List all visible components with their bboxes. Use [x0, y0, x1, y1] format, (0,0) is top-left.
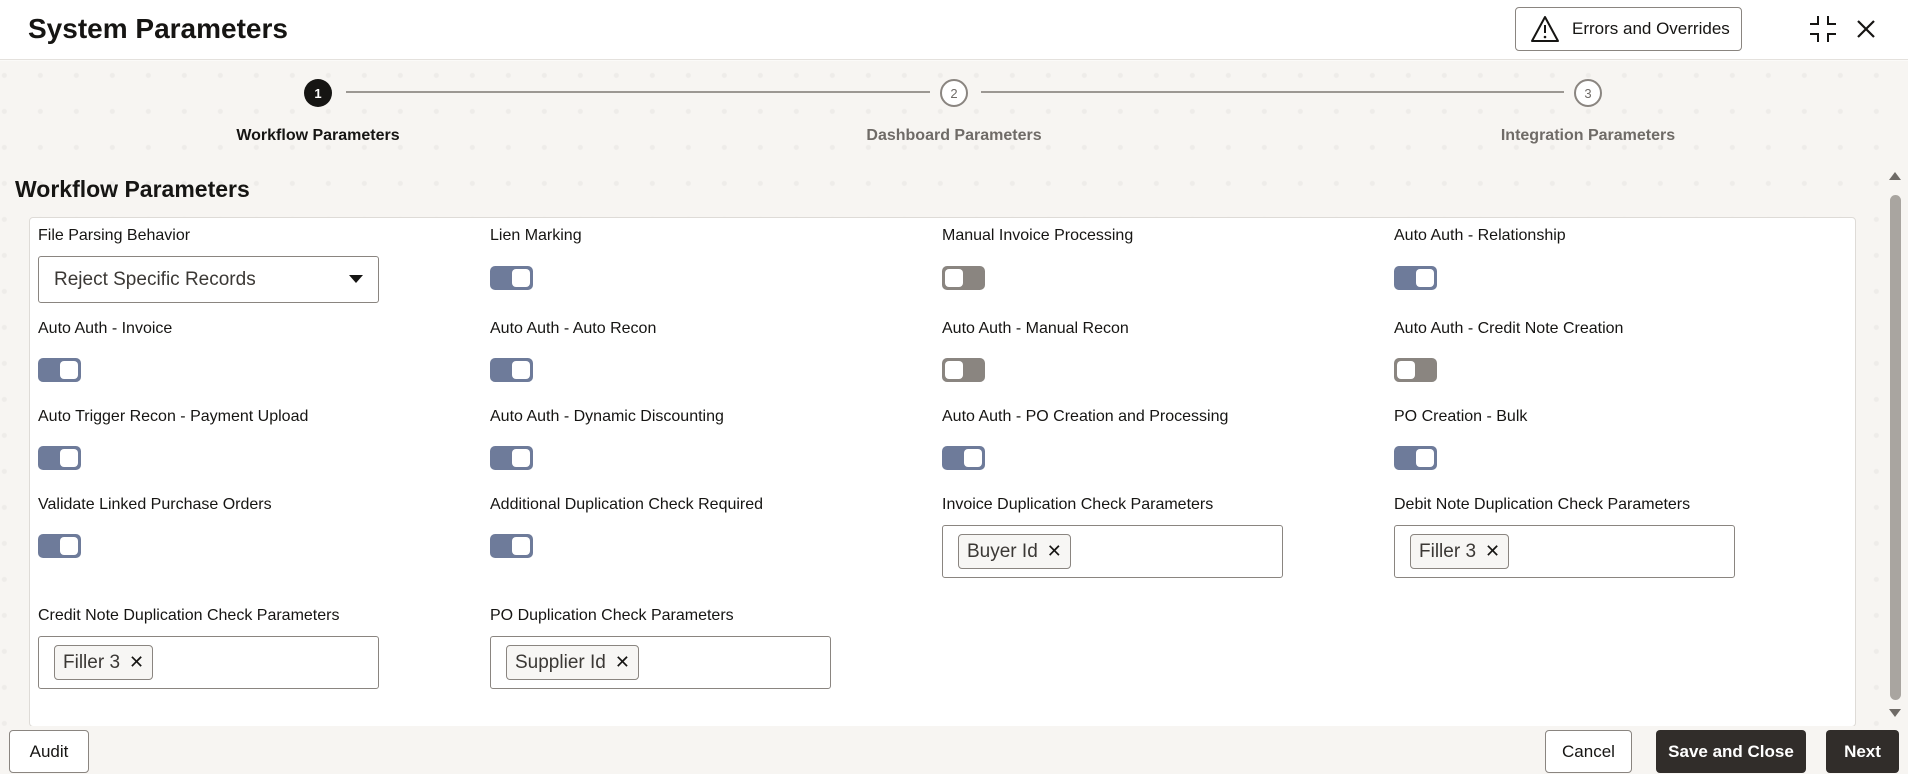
audit-button[interactable]: Audit: [9, 730, 89, 773]
debit-note-duplication-params-input[interactable]: [1394, 525, 1735, 578]
manual-invoice-processing-label: Manual Invoice Processing: [942, 227, 1134, 244]
auto-auth-auto-recon-toggle[interactable]: [490, 358, 533, 382]
step-connector: [981, 91, 1564, 93]
chip[interactable]: [54, 645, 153, 680]
next-button[interactable]: Next: [1826, 730, 1899, 773]
debit-note-duplication-params-label: Debit Note Duplication Check Parameters: [1394, 496, 1691, 513]
chip-label: Filler 3: [63, 651, 121, 673]
credit-note-duplication-params-input[interactable]: [38, 636, 379, 689]
chip[interactable]: [506, 645, 639, 680]
step-1-circle[interactable]: 1: [304, 79, 332, 107]
invoice-duplication-params-label: Invoice Duplication Check Parameters: [942, 496, 1214, 513]
warning-icon: [1530, 15, 1560, 43]
po-duplication-params-label: PO Duplication Check Parameters: [490, 607, 734, 624]
errors-and-overrides-button[interactable]: [1515, 7, 1742, 51]
chip-label: Filler 3: [1419, 540, 1477, 562]
remove-chip-icon[interactable]: ✕: [1485, 541, 1501, 561]
auto-auth-manual-recon-toggle[interactable]: [942, 358, 985, 382]
remove-chip-icon[interactable]: ✕: [614, 652, 630, 672]
page-header: [0, 0, 1908, 60]
scroll-down-icon[interactable]: [1889, 709, 1901, 717]
step-3-circle[interactable]: 3: [1574, 79, 1602, 107]
caret-down-icon: [349, 275, 363, 283]
step-2-circle[interactable]: 2: [940, 79, 968, 107]
auto-trigger-recon-toggle[interactable]: [38, 446, 81, 470]
file-parsing-select[interactable]: [38, 256, 379, 303]
lien-marking-toggle[interactable]: [490, 266, 533, 290]
validate-linked-po-toggle[interactable]: [38, 534, 81, 558]
chip[interactable]: [958, 534, 1071, 569]
auto-auth-relationship-label: Auto Auth - Relationship: [1394, 227, 1566, 244]
chip-label: Supplier Id: [515, 651, 606, 673]
invoice-duplication-params-input[interactable]: [942, 525, 1283, 578]
footer-bar: [0, 726, 1908, 774]
chip-label: Buyer Id: [967, 540, 1038, 562]
file-parsing-value: Reject Specific Records: [54, 268, 256, 290]
close-icon[interactable]: [1851, 14, 1881, 44]
scrollbar-thumb[interactable]: [1890, 195, 1901, 700]
po-duplication-params-input[interactable]: [490, 636, 831, 689]
auto-auth-credit-note-label: Auto Auth - Credit Note Creation: [1394, 320, 1624, 337]
save-and-close-button[interactable]: Save and Close: [1656, 730, 1806, 773]
auto-auth-invoice-label: Auto Auth - Invoice: [38, 320, 173, 337]
compress-icon[interactable]: [1808, 14, 1838, 44]
step-2-label[interactable]: Dashboard Parameters: [866, 127, 1042, 144]
page-title: System Parameters: [28, 13, 288, 44]
po-creation-bulk-toggle[interactable]: [1394, 446, 1437, 470]
auto-auth-credit-note-toggle[interactable]: [1394, 358, 1437, 382]
remove-chip-icon[interactable]: ✕: [129, 652, 145, 672]
step-1-label[interactable]: Workflow Parameters: [236, 127, 400, 144]
section-title: Workflow Parameters: [15, 176, 250, 202]
auto-auth-dynamic-discounting-label: Auto Auth - Dynamic Discounting: [490, 408, 724, 425]
auto-auth-po-creation-label: Auto Auth - PO Creation and Processing: [942, 408, 1229, 425]
step-3-label[interactable]: Integration Parameters: [1500, 127, 1676, 144]
auto-trigger-recon-label: Auto Trigger Recon - Payment Upload: [38, 408, 309, 425]
scroll-up-icon[interactable]: [1889, 172, 1901, 180]
additional-duplication-check-label: Additional Duplication Check Required: [490, 496, 764, 513]
errors-and-overrides-label: Errors and Overrides: [1572, 19, 1730, 38]
auto-auth-dynamic-discounting-toggle[interactable]: [490, 446, 533, 470]
auto-auth-relationship-toggle[interactable]: [1394, 266, 1437, 290]
remove-chip-icon[interactable]: ✕: [1046, 541, 1062, 561]
auto-auth-manual-recon-label: Auto Auth - Manual Recon: [942, 320, 1129, 337]
validate-linked-po-label: Validate Linked Purchase Orders: [38, 496, 272, 513]
lien-marking-label: Lien Marking: [490, 227, 582, 244]
po-creation-bulk-label: PO Creation - Bulk: [1394, 408, 1528, 425]
file-parsing-label: File Parsing Behavior: [38, 227, 191, 244]
auto-auth-invoice-toggle[interactable]: [38, 358, 81, 382]
chip[interactable]: [1410, 534, 1509, 569]
auto-auth-auto-recon-label: Auto Auth - Auto Recon: [490, 320, 657, 337]
additional-duplication-check-toggle[interactable]: [490, 534, 533, 558]
cancel-button[interactable]: Cancel: [1545, 730, 1632, 773]
manual-invoice-processing-toggle[interactable]: [942, 266, 985, 290]
auto-auth-po-creation-toggle[interactable]: [942, 446, 985, 470]
step-connector: [346, 91, 930, 93]
credit-note-duplication-params-label: Credit Note Duplication Check Parameters: [38, 607, 340, 624]
